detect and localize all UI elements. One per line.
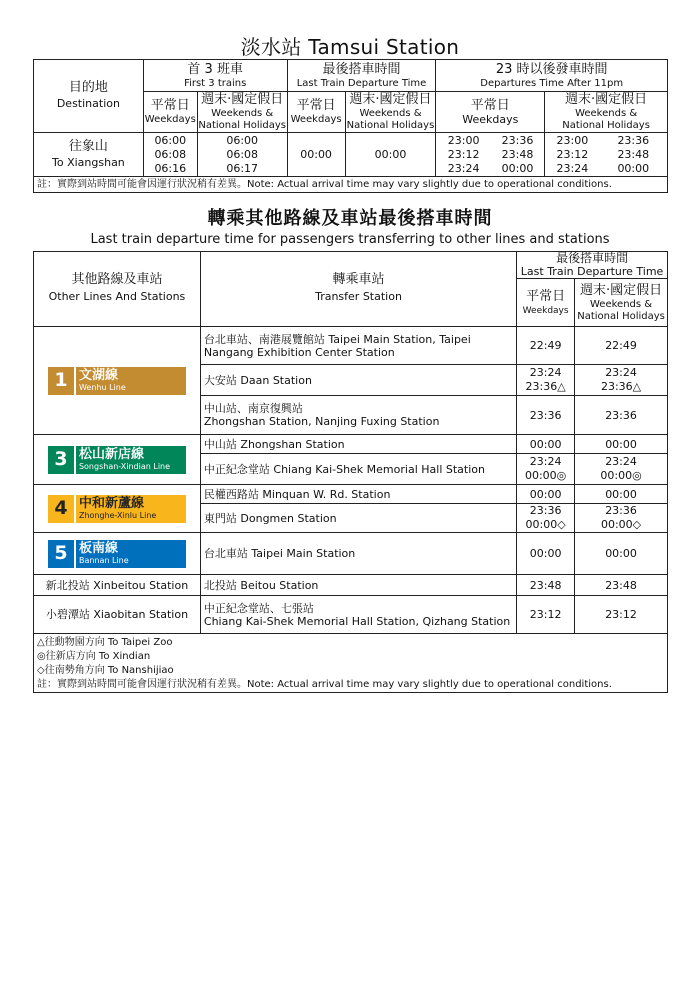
weekday-time: 00:00 [517, 533, 575, 575]
destination-cell: 往象山 To Xiangshan [34, 133, 144, 177]
weekend-time: 23:24 00:00◎ [575, 454, 668, 485]
weekday-header: 平常日 Weekdays [143, 92, 197, 133]
last-train-header: 最後搭車時間 Last Train Departure Time [287, 60, 436, 92]
line-name: 中和新蘆線 Zhonghe-Xinlu Line [76, 495, 186, 523]
weekend-time: 23:48 [575, 575, 668, 596]
line-number: 4 [48, 495, 74, 523]
weekend-time: 23:24 23:36△ [575, 365, 668, 396]
weekend-time: 23:36 [575, 396, 668, 435]
transfer-station: 中正紀念堂站、七張站 Chiang Kai-Shek Memorial Hall Station, Qizhang Station [200, 596, 516, 634]
branch-line-xinbeitou: 新北投站 Xinbeitou Station [34, 575, 201, 596]
transfer-station-header: 轉乘車站 Transfer Station [200, 252, 516, 327]
after-weekend-times-b: 23:36 23:48 00:00 [600, 133, 668, 177]
legend-item: ◇往南勢角方向 To Nanshijiao [37, 665, 174, 676]
weekday-time: 00:00 [517, 435, 575, 454]
weekday-header: 平常日 Weekdays [436, 92, 545, 133]
transfer-section-title: 轉乘其他路線及車站最後搭車時間 [207, 208, 493, 229]
weekend-header: 週末‧國定假日 Weekends & National Holidays [198, 92, 287, 131]
weekday-header: 平常日 Weekdays [287, 92, 345, 133]
weekend-header: 週末‧國定假日 Weekends & National Holidays [545, 92, 668, 133]
transfer-station: 中山站 Zhongshan Station [200, 435, 516, 454]
page-title: 淡水站 Tamsui Station [240, 35, 460, 59]
transfer-station: 民權西路站 Minquan W. Rd. Station [200, 485, 516, 504]
after-weekday-times-a: 23:00 23:12 23:24 [436, 133, 491, 177]
transfer-station: 中正紀念堂站 Chiang Kai-Shek Memorial Hall Station [200, 454, 516, 485]
direction-legend [34, 634, 668, 693]
weekday-time: 23:48 [517, 575, 575, 596]
after-weekend-times-a: 23:00 23:12 23:24 [545, 133, 600, 177]
footnote: 註：實際到站時間可能會因運行狀況稍有差異。Note: Actual arrival time may vary slightly due to operational conditions. [34, 177, 668, 193]
transfer-section-subtitle: Last train departure time for passengers transferring to other lines and stations [90, 232, 610, 247]
weekday-time: 00:00 [517, 485, 575, 504]
weekday-time: 22:49 [517, 327, 575, 365]
other-lines-header: 其他路線及車站 Other Lines And Stations [34, 252, 201, 327]
branch-line-xiaobitan: 小碧潭站 Xiaobitan Station [34, 596, 201, 634]
transfer-station: 大安站 Daan Station [200, 365, 516, 396]
weekend-time: 00:00 [575, 485, 668, 504]
weekday-time: 23:36 [517, 396, 575, 435]
transfer-station: 台北車站 Taipei Main Station [200, 533, 516, 575]
line-number: 3 [48, 446, 74, 474]
transfer-station: 台北車站、南港展覽館站 Taipei Main Station, Taipei Nangang Exhibition Center Station [200, 327, 516, 365]
weekend-header: 週末‧國定假日 Weekends & National Holidays [575, 279, 668, 327]
after-11pm-header: 23 時以後發車時間 Departures Time After 11pm [436, 60, 668, 92]
last-weekday-time: 00:00 [287, 133, 345, 177]
weekend-time: 00:00 [575, 435, 668, 454]
last-weekend-time: 00:00 [345, 133, 436, 177]
line-badge-songshan-xindian [34, 435, 201, 485]
transfer-station: 北投站 Beitou Station [200, 575, 516, 596]
weekday-time: 23:36 00:00◇ [517, 504, 575, 533]
weekend-time: 23:36 00:00◇ [575, 504, 668, 533]
first-trains-header: 首 3 班車 First 3 trains [143, 60, 287, 92]
first-weekday-times: 06:00 06:08 06:16 [143, 133, 197, 177]
weekend-header: 週末‧國定假日 Weekends & National Holidays [346, 92, 435, 131]
footnote: 註：實際到站時間可能會因運行狀況稍有差異。Note: Actual arrival time may vary slightly due to operational conditions. [37, 679, 612, 690]
line-badge-wenhu [34, 327, 201, 435]
line-number: 5 [48, 540, 74, 568]
destination-header: 目的地 Destination [34, 60, 144, 133]
legend-item: △往動物園方向 To Taipei Zoo [37, 637, 173, 648]
weekend-time: 23:12 [575, 596, 668, 634]
weekday-time: 23:12 [517, 596, 575, 634]
line-number: 1 [48, 367, 74, 395]
after-weekday-times-b: 23:36 23:48 00:00 [491, 133, 545, 177]
line-badge-bannan [34, 533, 201, 575]
first-weekend-times: 06:00 06:08 06:17 [197, 133, 287, 177]
weekday-header: 平常日 Weekdays [517, 279, 575, 327]
line-name: 文湖線 Wenhu Line [76, 367, 186, 395]
transfer-table [33, 251, 668, 693]
first-last-train-table [33, 59, 668, 193]
line-name: 板南線 Bannan Line [76, 540, 186, 568]
weekday-time: 23:24 23:36△ [517, 365, 575, 396]
line-name: 松山新店線 Songshan-Xindian Line [76, 446, 186, 474]
weekend-time: 00:00 [575, 533, 668, 575]
last-train-header: 最後搭車時間 Last Train Departure Time [517, 252, 668, 279]
line-badge-zhonghe-xinlu [34, 485, 201, 533]
transfer-station: 東門站 Dongmen Station [200, 504, 516, 533]
weekday-time: 23:24 00:00◎ [517, 454, 575, 485]
legend-item: ◎往新店方向 To Xindian [37, 651, 151, 662]
transfer-station: 中山站、南京復興站 Zhongshan Station, Nanjing Fuxing Station [200, 396, 516, 435]
weekend-time: 22:49 [575, 327, 668, 365]
